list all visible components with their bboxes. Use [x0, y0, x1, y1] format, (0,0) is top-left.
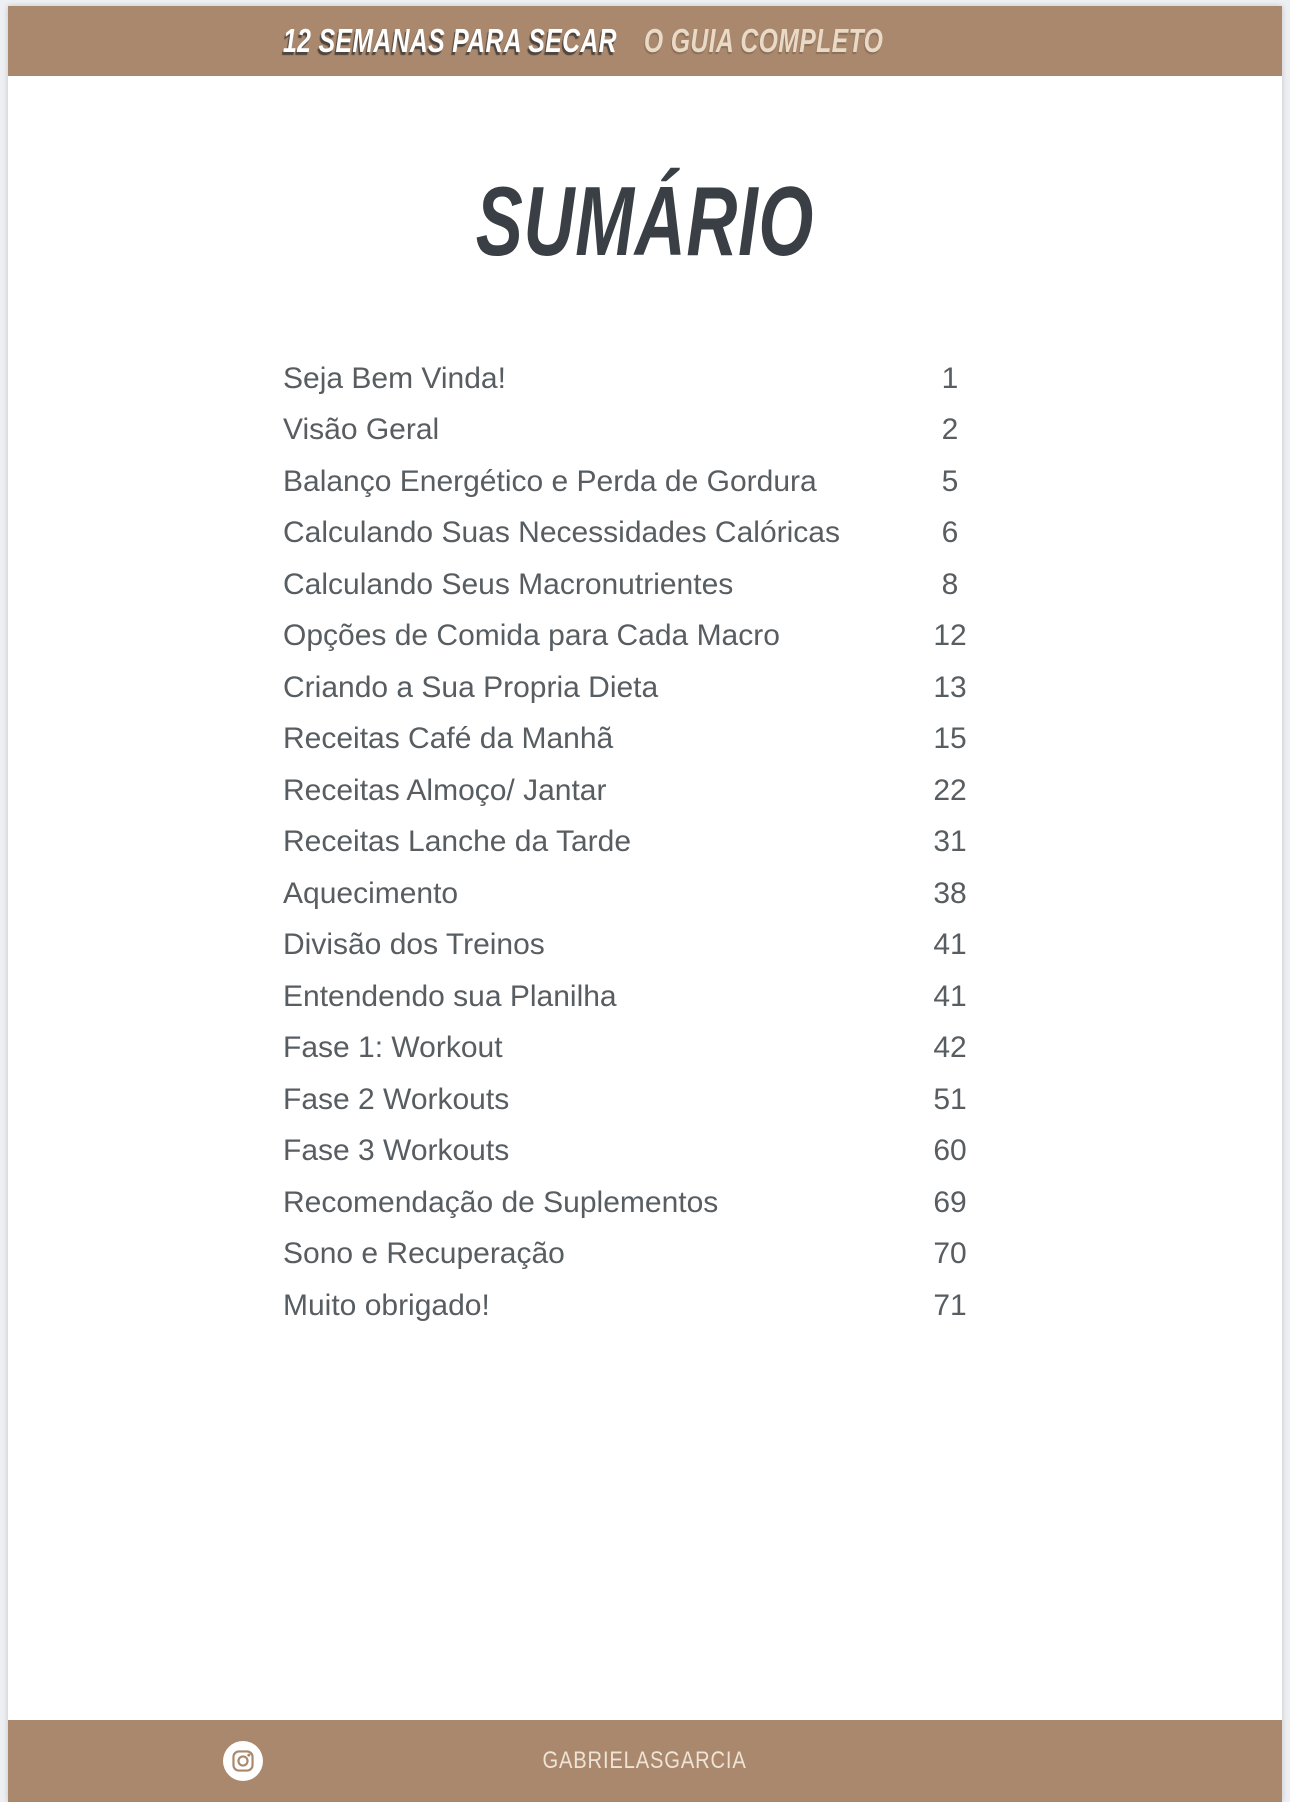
footer-bar	[8, 1720, 1282, 1802]
toc-entry[interactable]	[283, 971, 995, 1023]
toc-entry-label: Receitas Café da Manhã	[283, 722, 614, 756]
toc-entry-label: Calculando Suas Necessidades Calóricas	[283, 516, 840, 550]
header-title-sub: O GUIA COMPLETO	[643, 22, 884, 59]
toc-list	[283, 353, 995, 1332]
header-title-main: 12 SEMANAS PARA SECAR	[282, 22, 617, 59]
toc-entry[interactable]	[283, 714, 995, 766]
toc-entry-page-number: 2	[941, 413, 959, 447]
toc-entry-page-number: 12	[933, 619, 967, 653]
toc-entry-label: Seja Bem Vinda!	[283, 361, 506, 395]
footer-handle: GABRIELASGARCIA	[542, 1747, 748, 1774]
toc-entry-label: Aquecimento	[283, 876, 459, 910]
toc-entry-page-number: 41	[933, 928, 967, 962]
toc-entry[interactable]	[283, 456, 995, 508]
toc-entry-page-number: 41	[933, 979, 967, 1013]
toc-entry-label: Calculando Seus Macronutrientes	[283, 567, 734, 601]
toc-entry-label: Entendendo sua Planilha	[283, 979, 617, 1013]
toc-entry-page-number: 38	[933, 876, 967, 910]
toc-entry-label: Balanço Energético e Perda de Gordura	[283, 464, 817, 498]
toc-entry-page-number: 70	[933, 1237, 967, 1271]
toc-entry[interactable]	[283, 765, 995, 817]
page-title: SUMÁRIO	[475, 166, 815, 276]
toc-entry[interactable]	[283, 611, 995, 663]
toc-entry-page-number: 8	[941, 567, 959, 601]
toc-entry-label: Muito obrigado!	[283, 1288, 490, 1322]
toc-entry[interactable]	[283, 1074, 995, 1126]
toc-entry-label: Sono e Recuperação	[283, 1237, 565, 1271]
toc-entry-label: Recomendação de Suplementos	[283, 1185, 719, 1219]
toc-entry-label: Receitas Almoço/ Jantar	[283, 773, 607, 807]
toc-entry[interactable]	[283, 1023, 995, 1075]
toc-entry-label: Receitas Lanche da Tarde	[283, 825, 632, 859]
header-title-group	[283, 22, 883, 60]
toc-entry[interactable]	[283, 817, 995, 869]
toc-entry-page-number: 71	[933, 1288, 967, 1322]
toc-entry[interactable]	[283, 868, 995, 920]
instagram-icon[interactable]	[223, 1741, 263, 1781]
toc-entry-label: Divisão dos Treinos	[283, 928, 545, 962]
toc-entry-page-number: 31	[933, 825, 967, 859]
toc-entry[interactable]	[283, 1126, 995, 1178]
toc-entry-label: Opções de Comida para Cada Macro	[283, 619, 780, 653]
toc-entry-page-number: 60	[933, 1134, 967, 1168]
toc-entry-label: Criando a Sua Propria Dieta	[283, 670, 659, 704]
toc-entry[interactable]	[283, 920, 995, 972]
toc-entry-label: Visão Geral	[283, 413, 440, 447]
toc-entry[interactable]	[283, 1280, 995, 1332]
toc-entry[interactable]	[283, 1177, 995, 1229]
toc-entry[interactable]	[283, 1229, 995, 1281]
toc-entry-page-number: 51	[933, 1082, 967, 1116]
toc-entry-page-number: 22	[933, 773, 967, 807]
toc-entry[interactable]	[283, 559, 995, 611]
toc-entry[interactable]	[283, 662, 995, 714]
header-bar	[8, 6, 1282, 76]
document-page	[8, 6, 1282, 1802]
toc-entry-page-number: 6	[941, 516, 959, 550]
toc-entry[interactable]	[283, 353, 995, 405]
toc-entry-page-number: 15	[933, 722, 967, 756]
toc-entry-page-number: 1	[941, 361, 959, 395]
toc-entry[interactable]	[283, 508, 995, 560]
toc-entry-page-number: 13	[933, 670, 967, 704]
toc-entry-page-number: 69	[933, 1185, 967, 1219]
toc-entry-label: Fase 2 Workouts	[283, 1082, 510, 1116]
toc-entry-page-number: 42	[933, 1031, 967, 1065]
toc-entry-page-number: 5	[941, 464, 959, 498]
toc-entry[interactable]	[283, 405, 995, 457]
toc-entry-label: Fase 1: Workout	[283, 1031, 503, 1065]
toc-entry-label: Fase 3 Workouts	[283, 1134, 510, 1168]
